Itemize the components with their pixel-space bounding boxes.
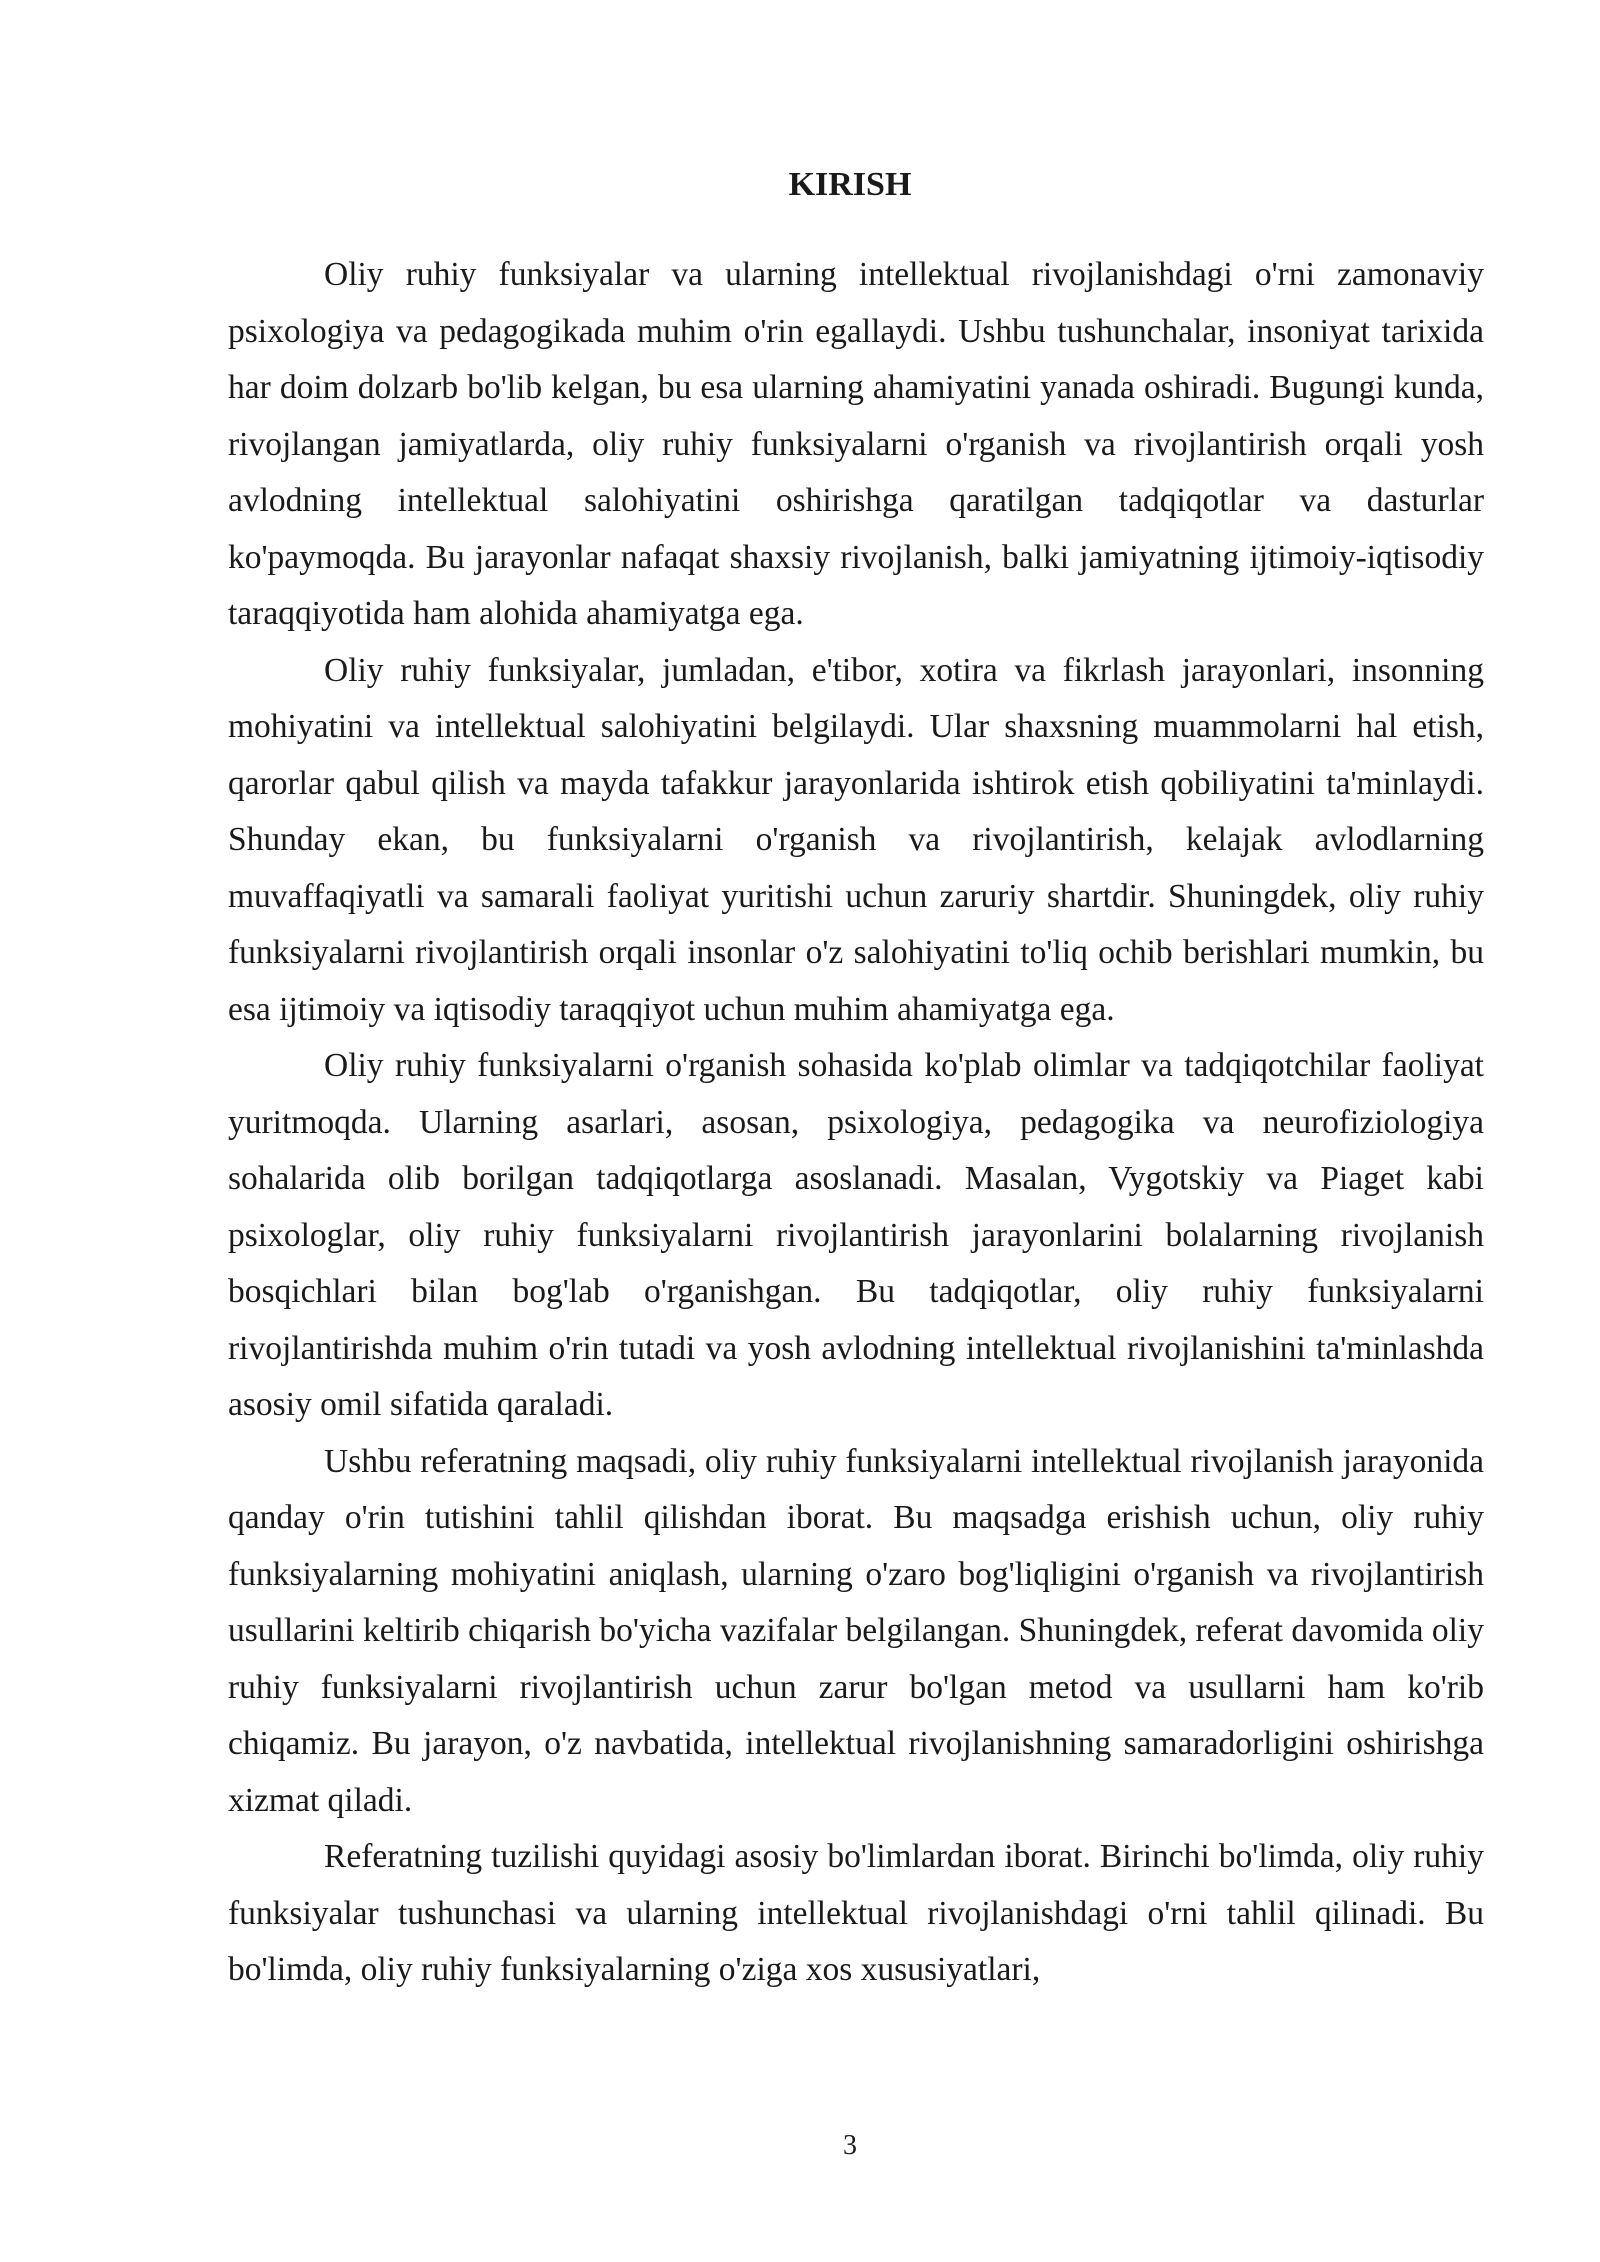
paragraph: Referatning tuzilishi quyidagi asosiy bo'limlardan iborat. Birinchi bo'limda, oliy ruhiy funksiyalar tushunchasi va ularning intellektual rivojlanishdagi o'rni tahlil qilinadi. Bu bo'limda, oliy ruhiy funksiyalarning o'ziga xos xususiyatlari, [228, 1838, 1484, 1988]
section-title: KIRISH [788, 166, 912, 203]
paragraph: Oliy ruhiy funksiyalar, jumladan, e'tibor, xotira va fikrlash jarayonlari, insonning mohiyatini va intellektual salohiyatini belgilaydi. Ular shaxsning muammolarni hal etish, qarorlar qabul qilish va mayda tafakkur jarayonlarida ishtirok etish qobiliyatini ta'minlaydi. Shunday ekan, bu funksiyalarni o'rganish va rivojlantirish, kelajak avlodlarning muvaffaqiyatli va samarali faoliyat yuritishi uchun zaruriy shartdir. Shuningdek, oliy ruhiy funksiyalarni rivojlantirish orqali insonlar o'z salohiyatini to'liq ochib berishlari mumkin, bu esa ijtimoiy va iqtisodiy taraqqiyot uchun muhim ahamiyatga ega. [228, 651, 1484, 1028]
body-text [228, 247, 1484, 1999]
page-number: 3 [843, 2130, 857, 2161]
paragraph: Ushbu referatning maqsadi, oliy ruhiy funksiyalarni intellektual rivojlanish jarayonida qanday o'rin tutishini tahlil qilishdan iborat. Bu maqsadga erishish uchun, oliy ruhiy funksiyalarning mohiyatini aniqlash, ularning o'zaro bog'liqligini o'rganish va rivojlantirish usullarini keltirib chiqarish bo'yicha vazifalar belgilangan. Shuningdek, referat davomida oliy ruhiy funksiyalarni rivojlantirish uchun zarur bo'lgan metod va usullarni ham ko'rib chiqamiz. Bu jarayon, o'z navbatida, intellektual rivojlanishning samaradorligini oshirishga xizmat qiladi. [228, 1442, 1484, 1819]
paragraph: Oliy ruhiy funksiyalar va ularning intellektual rivojlanishdagi o'rni zamonaviy psixologiya va pedagogikada muhim o'rin egallaydi. Ushbu tushunchalar, insoniyat tarixida har doim dolzarb bo'lib kelgan, bu esa ularning ahamiyatini yanada oshiradi. Bugungi kunda, rivojlangan jamiyatlarda, oliy ruhiy funksiyalarni o'rganish va rivojlantirish orqali yosh avlodning intellektual salohiyatini oshirishga qaratilgan tadqiqotlar va dasturlar ko'paymoqda. Bu jarayonlar nafaqat shaxsiy rivojlanish, balki jamiyatning ijtimoiy-iqtisodiy taraqqiyotida ham alohida ahamiyatga ega. [228, 256, 1484, 632]
paragraph: Oliy ruhiy funksiyalarni o'rganish sohasida ko'plab olimlar va tadqiqotchilar faoliyat yuritmoqda. Ularning asarlari, asosan, psixologiya, pedagogika va neurofiziologiya sohalarida olib borilgan tadqiqotlarga asoslanadi. Masalan, Vygotskiy va Piaget kabi psixologlar, oliy ruhiy funksiyalarni rivojlantirish jarayonlarini bolalarning rivojlanish bosqichlari bilan bog'lab o'rganishgan. Bu tadqiqotlar, oliy ruhiy funksiyalarni rivojlantirishda muhim o'rin tutadi va yosh avlodning intellektual rivojlanishini ta'minlashda asosiy omil sifatida qaraladi. [228, 1047, 1484, 1423]
